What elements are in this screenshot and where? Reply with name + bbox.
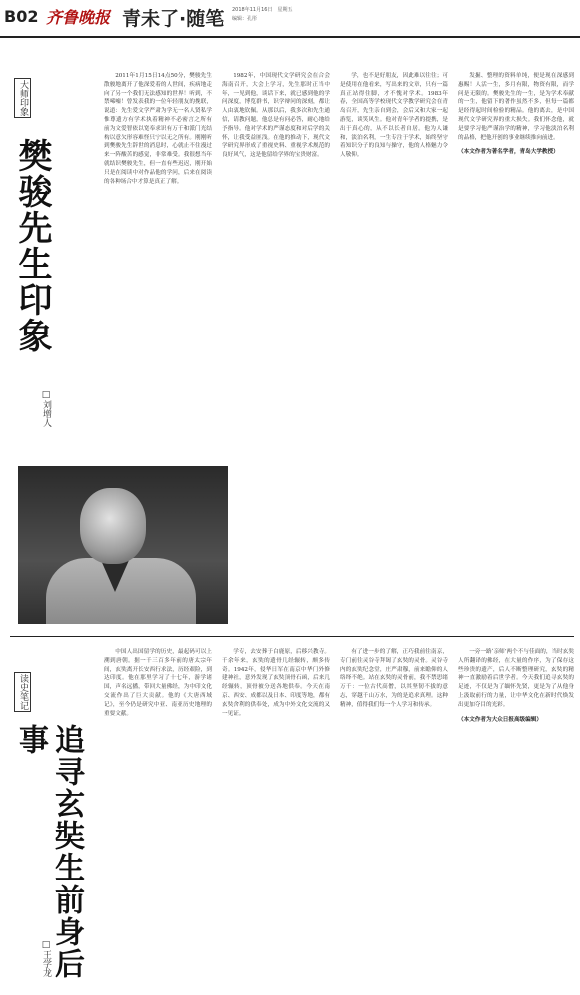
article2-body (104, 648, 574, 990)
article2-column-3: 有了进一步的了解，正巧我前往南京，专门前往灵谷寺拜谒了玄奘的灵骨。灵谷寺内的玄奘纪念堂，庄严肃穆，前来瞻仰的人络绎不绝。站在玄奘的灵骨前，我不禁思绪万千：一位古代高僧，以其坚韧不拔的意志，穿越千山万水，为的是追求真理。这种精神，值得我们每一个人学习和传承。 (340, 649, 448, 708)
article1-tag: 大师印象 (14, 78, 31, 122)
article-divider (10, 636, 574, 637)
article2-author-bio: （本文作者为大众日报高级编辑） (458, 716, 542, 723)
article1-column-4: 发掘、整理的资料单纯，便是现在深感到惠赐！人活一生，多月有限，物资有限，而学问是无限的。樊骏先生的一生，是为学术奉献的一生，他留下的著作虽然不多，但每一篇都是经得起时间检验的精品。他的离去，是中国现代文学研究界的重大损失。我们怀念他，就是要学习他严谨治学的精神，学习他淡泊名利的品格，把他开创的事业继续推向前进。 （本文作者为著名学者，青岛大学教授） (458, 73, 574, 156)
newspaper-logo: 齐鲁晚报 (46, 8, 111, 27)
header-meta (232, 6, 292, 24)
article2-title: 追寻玄奘生前身后事 (13, 724, 84, 980)
page-header (0, 0, 580, 38)
article1-column-1: 2011年1月15日14点50分，樊骏先生散骏地离开了他深爱着的人世间，疾病地走向了另一个我们无法感知的世界！听到，不禁唏嘘！曾发表我的一位年轻朋友的挽联，说道：先生爱文学严肃为学无一名人贤私学惟尊遗方有学术执着精神不必密言之所有 前为文爱智依以宽奉求识有万千和派门光结构以意欠形容难怪只宁以无之所有。刚刚听到樊骏先生辞世的消息时，心就止不住漫过来一阵酸苦的感觉，非常难受。我很想当年就结识樊骏先生，但一直有些迟迟，刚开始只是在阅读中对作品他的学问，后来在阅读的各种场合中才算是真正了解。 (104, 73, 218, 185)
issue-date: 2018年11月16日 星期五 (232, 7, 293, 13)
page-number: B02 (4, 7, 39, 26)
article2-tag: 读史笔记 (14, 672, 31, 716)
article2-column-2: 学专，去安葬于白鹿原，后移兴教寺。千余年来，玄奘的遗骨几经辗转，颇多传奇。1942年，侵华日军在南京中华门外修建神社，意外发现了玄奘顶骨石函，后来几经辗转，顶骨被分送各地供奉。今天在南京、西安、成都以及日本、印度等地，都有玄奘舍利的供奉处，成为中外文化交流的又一见证。 (222, 649, 330, 717)
article1-author: □刘增人 (41, 390, 51, 427)
article2-column-4: 一旁一路‘亲师’两个不与佳面的，当时玄奘人所翻译的佛经，在大量的作序，为了保存这些珍贵的遗产，后人不断整理研究，玄奘的精神一直激励着后世学者。今天我们追寻玄奘的足迹，不仅是为了缅怀先贤，更是为了从他身上汲取前行的力量，让中华文化在新时代焕发出更加夺目的光彩。 （本文作者为大众日报高级编辑） (458, 649, 574, 723)
editor-credit: 编辑：孔彤 (232, 16, 258, 22)
article2-author: □王学龙 (41, 940, 51, 977)
article2-column-1: 中国人出国留学的历史，最起码可以上溯到唐朝。据一千三百多年前的唐太宗年间，玄奘离开长安西行求法，历经艰险，到达印度。他在那里学习了十七年，游学诸国，声名远播，带回大量佛经，为中印文化交流作出了巨大贡献。他的《大唐西域记》，至今仍是研究中亚、南亚历史地理的重要文献。 (104, 649, 212, 717)
article1-title: 樊骏先生印象 (12, 138, 52, 354)
section-title: 青未了·随笔 (122, 8, 225, 30)
article1-author-bio: （本文作者为著名学者，青岛大学教授） (458, 149, 559, 156)
article1-column-2: 1982年，中国现代文学研究会在合会海南召开，大会上学习，先生那时正当中年，一见到他，谈话下来，就已感到他的学问深度，博览群书，识学辩问的深刻，都让人由衷地钦佩。从那以后，我多次和先生通信，请教问题，他总是有问必答，耐心地给予指导。他对学术的严谨态度和对后学的关怀，让我受益匪浅。在他的推动下，现代文学研究界形成了重视史料、重视学术规范的良好风气，这是他留给学界的宝贵财富。 (222, 73, 330, 159)
portrait-photo (18, 466, 228, 624)
article1-column-3: 学，也不是好朋友，因此难以往往；可是使用在他看来，写出来的文章，只有一篇真正站得住脚，才不愧对学术。1983年春，全国高等学校现代文学教学研究会在青岛召开，先生亲自到会，会后又和大家一起游览，谈笑风生。他对青年学者的提携，是出于真心的，从不以长者自居。他为人谦和，淡泊名利，一生专注于学术，始终坚守着知识分子的良知与操守，他的人格魅力令人敬仰。 (340, 73, 448, 159)
